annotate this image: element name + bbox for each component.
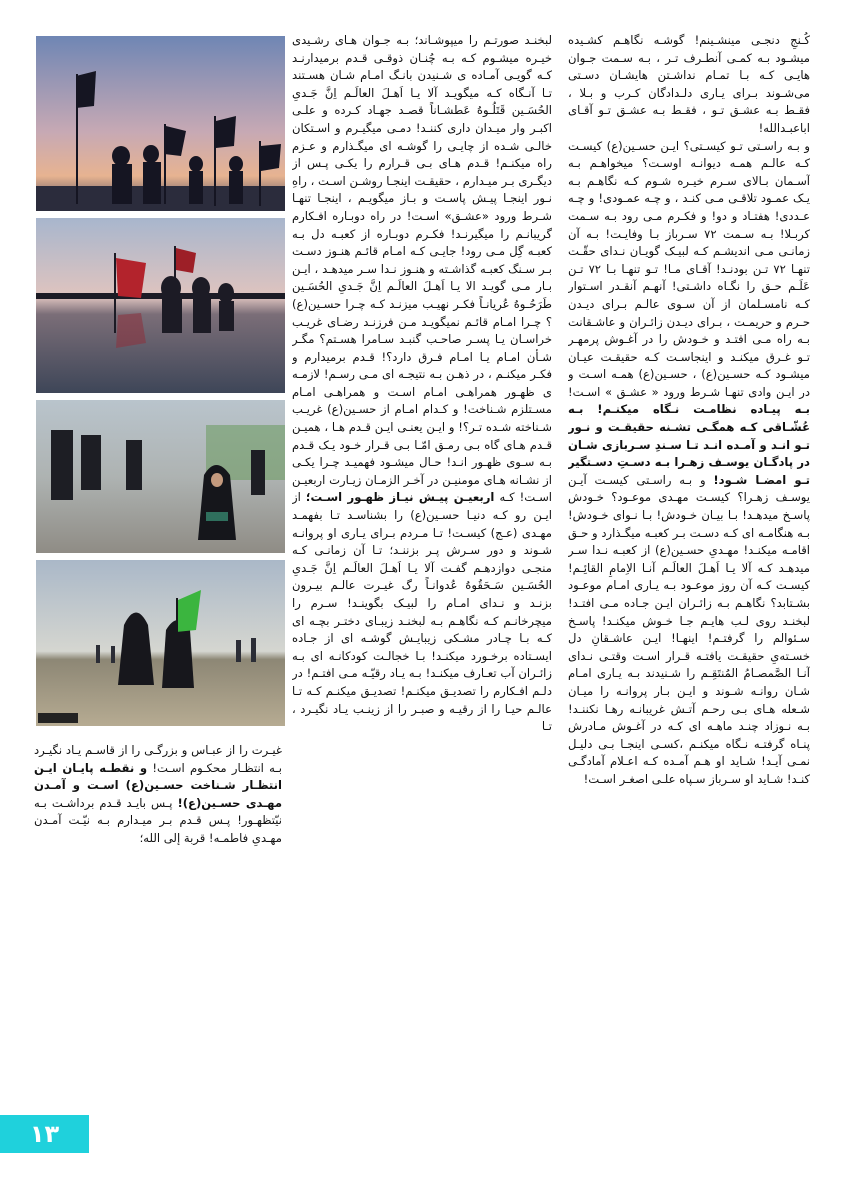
paragraph: لبخنـد صورتـم را میپوشـاند؛ بـه جـوان هـای رشـیدی خیـره میشـوم کـه بـه چُنـان ذوقـی قـدم برمیدارنـد کـه گویـی آمـاده ی شـنیدن بانـگ امـام شـان هسـتند تـا آنـگاه کـه میگویـد آلا یـا اَهـلَ العالَـم اِنَّ جَـدیِ الحُسَـین قَتَلُـوهُ عَطشـاناً قصـد جهـاد کـرده و علـی اکبـر وار میـدان داری کننـد! دمـی میگیـرم و اسـتکان خالـی شـده از چایـی را گوشـه ای میگـذارم و عـزم راه میکنـم! قـدم هـای بـی قـرارم را یکـی پـس از دیگـری بـر میـدارم ، حقیقـت اینجـا روشـن اسـت ، راهِ نـور اینجـا پیـش پاسـت و بـاز میگویـم ، اینجـا تنهـا شـرط ورود «عشـق» اسـت! در راه دوبـاره افـکارم گریبانـم را میگیرنـد! فکـرم دوبـاره از کعبـه دل بـه کعبـه گِل مـی رود! جایـی کـه امـام قائـم هنـوز دسـت بـر سـنگ کعبـه گذاشـته و هنـوز نـدا سـر میدهـد ، ایـن بـار مـی گویـد الا یـا اَهـلَ العالَـم اِنَّ جَـدیِ الحُسَـین طَرَحُـوهُ عُریانـاً فکـر نهیـب میزنـد کـه چـرا حسـین(ع) ؟ چـرا امـام قائـم نمیگویـد مـن فرزنـد رضـای غریـب خراسـان یـا پسـر صاحـب گنبـد سـامرا هسـتم؟ مگـر شـأن امـام یـا امـام فـرق دارد؟! قـدم برمیدارم و فکـر میکنـم ، در ذهـن بـه نتیجـه ای مـی رسـم! لازمـه ی ظهـور همراهـی امـام اسـت و همراهـی امـام مسـتلزم شـناخت! و کـدام امـام از حسـین(ع) غریـب شـناخته شـده تـر؟! و ایـن یعنـی ایـن قـدم هـا ، همیـن قـدم هـای گاه بـی رمـق امّـا بـی قـرار خـود یـک قـدم بـه سـوی ظهـور انـد! حـال میشـود فهمیـد چـرا یکـی از نشـانه هـای مومنیـن در آخـر الزمـان زیـارت اربعیـن اسـت! کـه اربعیـن پیـش نیـاز ظهـور اسـت؛ از ایـن رو کـه دنیـا حسـین(ع) را بشناسـد تـا بفهمـد مهـدی (عـج) کیسـت! تـا مـردم بـرای یـاری او پروانـه شـوند و دور سـرش پـر بزننـد؛ تـا آن زمانـی کـه منجـی دوازدهـم گفـت آلا یـا اَهـلَ العالَـم اِنَّ جَـدیِ الحُسَـین سَـحَقُوهُ عُدوانـاً رگ غیـرت عالـم بیـرون بزنـد و نـدای امـام را لبیـک بگوینـد! سـرم را میچرخانـم کـه نگاهـم بـه لبخنـد زیبـای دختـر بچـه ای کـه بـا چـادر مشـکی زیبایـش گوشـه ای از جـاده ایسـتاده برخـورد میکنـد! بـا خجالـت کودکانـه ای بـه زائـران آب تعـارف میکنـد! بـه یـاد رقیّـه مـی افتـم! در دلـم افـکارم را تصدیـق میکنـم! تصدیـق میکنـم کـه تـا عالـم حیـا را از رقیـه و صبـر را از زینـب یـاد نگیـرد ، تـا: [292, 33, 552, 734]
text-column-left: [34, 742, 282, 902]
bold-passage: و نقطـه پایـان ایـن انتظـار شـناخت حسـین(ع) اسـت و آمـدن مهـدی حسـین(ع)!: [34, 760, 282, 810]
paragraph: کُـنجِ دنجـی مینشـینم! گوشـه نگاهـم کشـیده میشـود بـه کمـی آنطـرف تـر ، بـه سـمت جـوان هایـی کـه بـا تمـام نداشـتن هایشـان دسـتی می‌شـوند بـرای یـاری دلـدادگان کـرب و بـلا ، فقـط بـه عشـق تـو ، فقـط بـه عشـق تـو آقـای اباعبـدالله!: [568, 33, 810, 135]
paragraph: غیـرت را از عبـاس و بزرگـی را از قاسـم یـاد نگیـرد بـه انتظـار محکـوم اسـت! و نقطـه پایـان ایـن انتظـار شـناخت حسـین(ع) اسـت و آمـدن مهـدی حسـین(ع)! پـس بایـد قـدم برداشـت بـه نیّتظهـور! پـس قـدم بـر میـدارم بـه نیّـت آمـدن مهـدیِ فاطمـه! قربة إلی الله؛: [34, 743, 282, 845]
page-number-badge: [0, 1115, 89, 1153]
text-column-right: [568, 32, 810, 1132]
bold-passage: اربعیـن پیـش نیـاز ظهـور اسـت؛: [305, 490, 495, 505]
text-column-middle: [292, 32, 552, 1132]
photo-pilgrims-flags-at-dusk: [36, 36, 285, 211]
photo-credit-logo: [38, 713, 78, 723]
photo-pilgrims-red-flags-reflection: [36, 218, 285, 393]
bold-passage: بـه پیـاده نظامـت نـگاه میکنـم! بـه عُشّـاقی کـه همگـی تشـنه حقیقـت و نـور تـو انـد و آمـده انـد تـا سـندِ سـربازی شـان در پادگـان یوسـف زهـرا بـه دسـتِ دسـتگیر تـو امضـا شـود!: [568, 402, 810, 487]
photo-child-in-black-chador: [36, 400, 285, 553]
photo-pilgrims-with-green-flag: [36, 560, 285, 726]
paragraph: و بـه راسـتی تـو کیسـتی؟ ایـن حسـین(ع) کیسـت کـه عالـم همـه دیوانـه اوسـت؟ میخواهـم بـه آسـمان بـالای سـرم خیـره شـوم کـه نگاهـم بـه یـک عمـود تلاقـی مـی کنـد ، و چـه عمـودی! و چـه عـددی! هفتـاد و دو! و فکـرم مـی رود بـه سـمت کربـلا! بـه سـمت ۷۲ سـرباز بـا وفایـت! بـه آن زمانـی مـی اندیشـم کـه لبیـک گویـان نـدای حقّـت تنهـا ۷۲ تـن بودنـد! آقـای مـا! تـو تنهـا بـا ۷۲ تـن عَلَـم حـق را نگـاه داشـتی! آنهـم آنقـدر اسـتوار کـه نامسـلمان از آن سـوی عالـم بـرای دیـدن حـرم و حریمـت ، بـرای دیـدن زائـران و عاشـقانت بـه راه مـی افتـد و خـودش را در آغـوش پرمهـر تـو غـرق میکنـد و اینجاسـت کـه حقیقـت عیـان میشـود کـه حسـین(ع) ، حسـین(ع) همـه اسـت و در ایـن وادی تنهـا شـرط ورود « عشـق » اسـت! بـه پیـاده نظامـت نـگاه میکنـم! بـه عُشّـاقی کـه همگـی تشـنه حقیقـت و نـور تـو انـد و آمـده انـد تـا سـندِ سـربازی شـان در پادگـان یوسـف زهـرا بـه دسـتِ دسـتگیر تـو امضـا شـود! و بـه راسـتی کیسـت آیـن یوسـف زهـرا؟ کیسـت مهـدی موعـود؟ خـودش پاسـخ میدهـد! بـا بیـان خـودش! بـا نـوای خـودش! بـه هنگامـه ای کـه دسـت بـر کعبـه میگـذارد و حـق اقامـه میکنـد! مهـدیِ حسـین(ع) از کعبـه نـدا سـر میدهـد کـه آلا یـا اَهـلَ العالَـم آنـا الاِمامِ القائِـم! کیسـت کـه آن روز موعـود بـه یـاری امـام موعـود بشـتابد؟ نگاهـم بـه زائـران ایـن جـاده مـی افتـد! لبخنـد روی لـب هایـم جـا خـوش میکنـد! پاسـخ سـئوالم را گرفتـم! اینهـا! ایـن عاشـقانِ دل خسـته‌یِ حقیقـت یافتـه قـرار اسـت وقتـی نـدای آنـا الصَّمصـامُ المُنتَقِـم را شـنیدند بـه یـاری امـام شـان روانـه شـوند و ایـن بـار پروانـه را میـان شـعله هـای بـی رحـم آتـش غریبانـه رهـا نکننـد! بـه نـوزاد چنـد ماهـه ای کـه در آغـوش مـادرش پنـاه گرفتـه نـگاه میکنـم ،کسـی اینجـا بـی دلیـل نمـی آیـد! شـاید او هـم آمـده کـه اعـلام آمادگـی کنـد! شـاید او سـرباز سـپاه علـی اصغـر اسـت!: [568, 138, 810, 786]
page-number: ۱۳: [29, 1120, 60, 1148]
